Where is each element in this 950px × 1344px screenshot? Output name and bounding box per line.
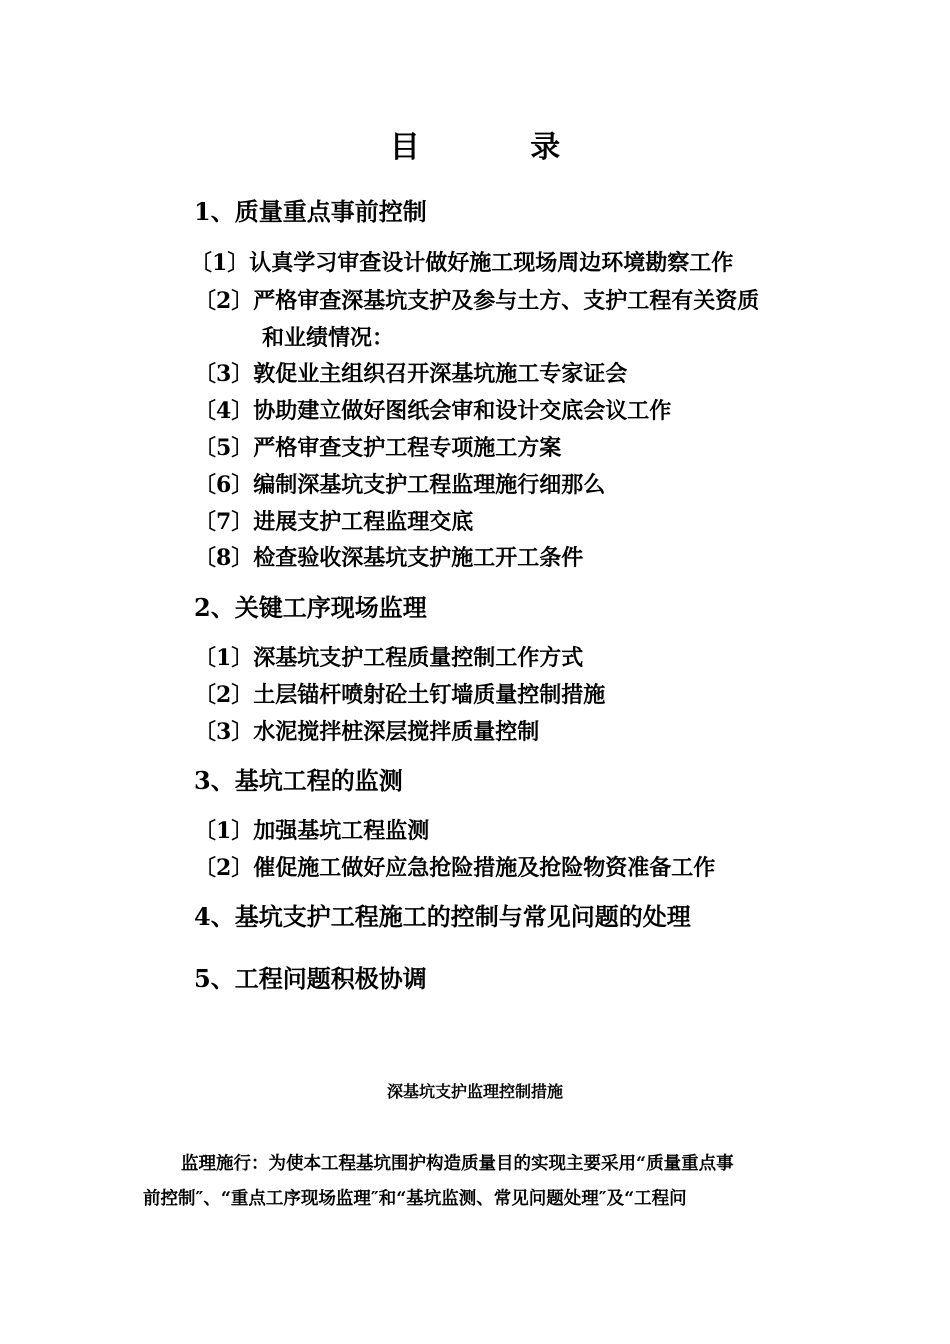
toc-section-3: 3、基坑工程的监测: [194, 766, 403, 795]
toc-item-2-1: 〔1〕深基坑支护工程质量控制工作方式: [194, 645, 584, 671]
toc-section-2: 2、关键工序现场监理: [194, 593, 427, 622]
document-heading: 深基坑支护监理控制措施: [386, 1082, 563, 1101]
paragraph-line-1: 监理施行：为使本工程基坑围护构造质量目的实现主要采用“质量重点事: [181, 1154, 734, 1174]
toc-item-1-8: 〔8〕检查验收深基坑支护施工开工条件: [194, 545, 584, 571]
toc-item-1-6: 〔6〕编制深基坑支护工程监理施行细那么: [194, 472, 606, 498]
toc-item-1-2: 〔2〕严格审查深基坑支护及参与土方、支护工程有关资质: [194, 288, 760, 314]
toc-item-1-1: 〔1〕认真学习审查设计做好施工现场周边环境勘察工作: [190, 250, 734, 276]
toc-item-2-2: 〔2〕土层锚杆喷射砼土钉墙质量控制措施: [194, 682, 606, 708]
toc-section-4: 4、基坑支护工程施工的控制与常见问题的处理: [194, 902, 691, 931]
toc-item-1-5: 〔5〕严格审查支护工程专项施工方案: [194, 435, 562, 461]
toc-item-2-3: 〔3〕水泥搅拌桩深层搅拌质量控制: [194, 719, 540, 745]
toc-item-1-4: 〔4〕协助建立做好图纸会审和设计交底会议工作: [194, 398, 672, 424]
paragraph-line-2: 前控制″、“重点工序现场监理″和“基坑监测、常见问题处理″及“工程问: [143, 1189, 687, 1209]
toc-item-3-2: 〔2〕催促施工做好应急抢险措施及抢险物资准备工作: [194, 855, 716, 881]
toc-item-1-3: 〔3〕敦促业主组织召开深基坑施工专家证会: [194, 361, 628, 387]
toc-item-1-7: 〔7〕进展支护工程监理交底: [194, 509, 474, 535]
page-title: 目 录: [389, 130, 611, 165]
toc-section-1: 1、质量重点事前控制: [194, 197, 427, 226]
toc-section-5: 5、工程问题积极协调: [194, 964, 427, 993]
toc-item-1-2-cont: 和业绩情况：: [262, 325, 395, 351]
toc-item-3-1: 〔1〕加强基坑工程监测: [194, 818, 430, 844]
